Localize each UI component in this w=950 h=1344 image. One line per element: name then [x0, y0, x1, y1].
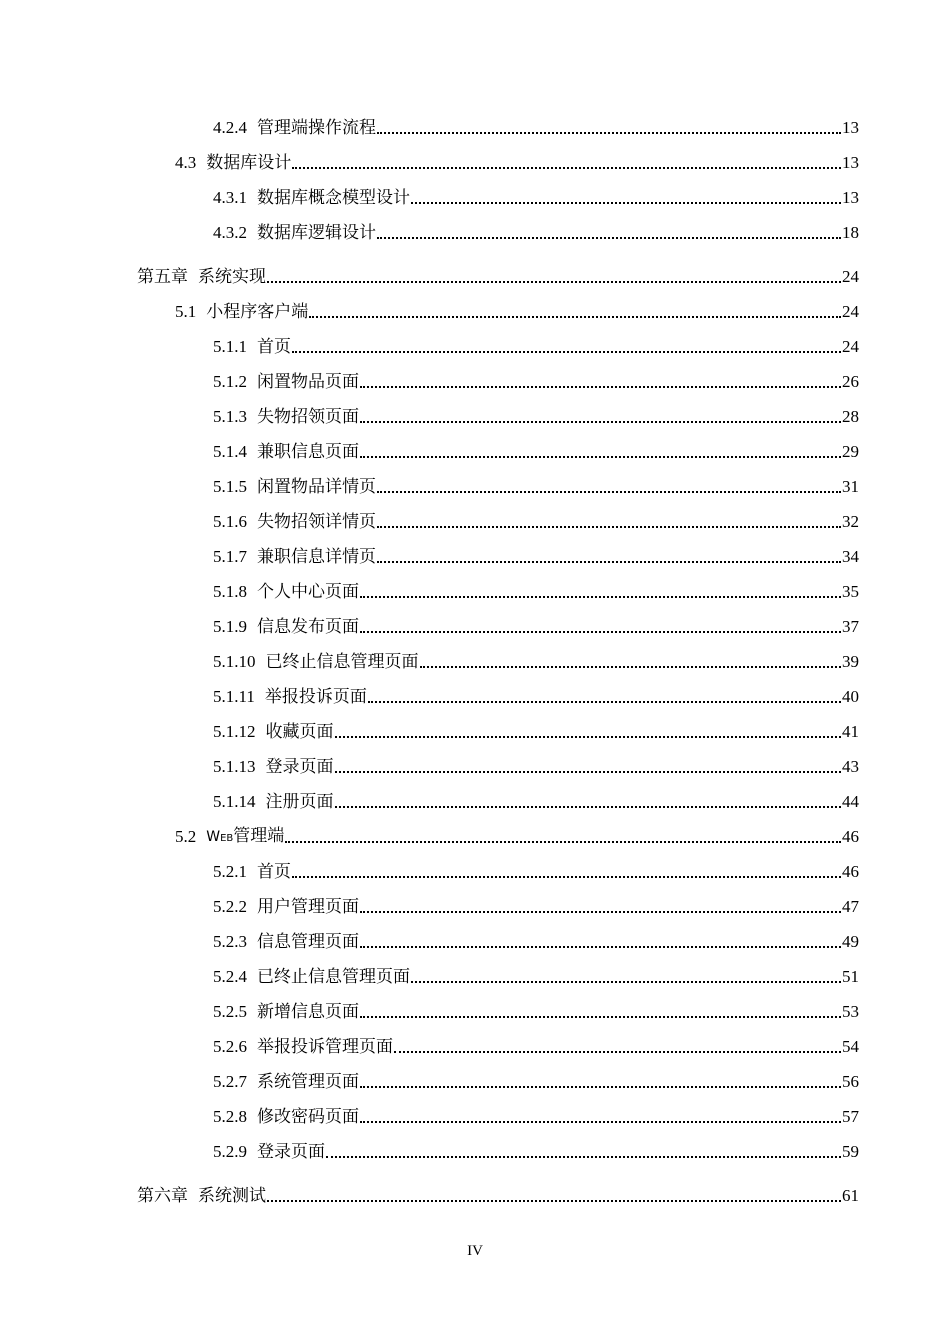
- page-number: IV: [467, 1243, 483, 1259]
- toc-entry-number: 5.2.6: [213, 1037, 247, 1056]
- toc-entry-page: 46: [842, 862, 859, 881]
- toc-entry-title: 举报投诉管理页面: [257, 1037, 393, 1056]
- toc-entry-page: 34: [842, 547, 859, 566]
- toc-entry-number: 5.1.12: [213, 722, 256, 741]
- dot-leader: [267, 281, 841, 283]
- toc-entry-page: 53: [842, 1002, 859, 1021]
- toc-entry[interactable]: [213, 1034, 859, 1058]
- dot-leader: [360, 911, 841, 913]
- dot-leader: [411, 981, 841, 983]
- dot-leader: [360, 386, 841, 388]
- toc-entry[interactable]: [213, 614, 859, 638]
- toc-entry-number: 5.1.13: [213, 757, 256, 776]
- toc-entry[interactable]: [213, 369, 859, 393]
- toc-entry[interactable]: [213, 579, 859, 603]
- toc-entry-number: 5.2.5: [213, 1002, 247, 1021]
- toc-entry[interactable]: [213, 115, 859, 139]
- toc-entry-number: 5.1: [175, 302, 197, 321]
- toc-entry-title: [206, 825, 284, 848]
- toc-entry-page: 28: [842, 407, 859, 426]
- toc-entry-page: 57: [842, 1107, 859, 1126]
- toc-entry-number: 5.1.2: [213, 372, 247, 391]
- dot-leader: [377, 491, 841, 493]
- toc-entry-number: 5.1.14: [213, 792, 256, 811]
- toc-entry-title: 兼职信息详情页: [257, 547, 376, 566]
- toc-entry[interactable]: [213, 859, 859, 883]
- toc-entry[interactable]: [213, 439, 859, 463]
- toc-entry[interactable]: [213, 789, 859, 813]
- dot-leader: [360, 1016, 841, 1018]
- toc-entry-number: 5.2.8: [213, 1107, 247, 1126]
- toc-entry-title: 已终止信息管理页面: [257, 967, 410, 986]
- dot-leader: [309, 316, 841, 318]
- toc-entry-number: 4.3.1: [213, 188, 247, 207]
- toc-entry-page: 31: [842, 477, 859, 496]
- toc-entry-page: 44: [842, 792, 859, 811]
- dot-leader: [292, 876, 841, 878]
- toc-entry-title: 系统测试: [198, 1186, 266, 1205]
- dot-leader: [292, 167, 841, 169]
- toc-entry[interactable]: [213, 894, 859, 918]
- toc-entry[interactable]: [213, 719, 859, 743]
- toc-chapter-entry[interactable]: [137, 264, 859, 288]
- toc-entry-title: 用户管理页面: [257, 897, 359, 916]
- toc-entry-number: 5.2.3: [213, 932, 247, 951]
- toc-entry[interactable]: [213, 509, 859, 533]
- toc-entry-page: 37: [842, 617, 859, 636]
- toc-entry-number: 5.1.9: [213, 617, 247, 636]
- toc-entry-page: 61: [842, 1186, 859, 1205]
- dot-leader: [360, 631, 841, 633]
- toc-entry-title: 首页: [257, 337, 291, 356]
- toc-entry-title: 系统管理页面: [257, 1072, 359, 1091]
- toc-entry-page: 39: [842, 652, 859, 671]
- dot-leader: [335, 771, 842, 773]
- dot-leader: [394, 1051, 841, 1053]
- toc-entry[interactable]: [213, 544, 859, 568]
- toc-entry[interactable]: [213, 334, 859, 358]
- toc-entry-page: 49: [842, 932, 859, 951]
- toc-entry-title: 兼职信息页面: [257, 442, 359, 461]
- dot-leader: [360, 456, 841, 458]
- toc-entry-number: 5.1.7: [213, 547, 247, 566]
- toc-entry-page: 13: [842, 188, 859, 207]
- toc-entry-title: 登录页面: [257, 1142, 325, 1161]
- toc-entry-number: 5.1.5: [213, 477, 247, 496]
- toc-entry[interactable]: [213, 404, 859, 428]
- dot-leader: [267, 1200, 841, 1202]
- dot-leader: [335, 736, 842, 738]
- toc-entry-number: 第五章: [137, 267, 188, 286]
- toc-entry-page: 40: [842, 687, 859, 706]
- toc-entry-title: 小程序客户端: [206, 302, 309, 321]
- dot-leader: [360, 596, 841, 598]
- dot-leader: [377, 561, 841, 563]
- toc-entry-title: 失物招领详情页: [257, 512, 376, 531]
- dot-leader: [360, 1086, 841, 1088]
- toc-entry-page: 24: [842, 337, 859, 356]
- toc-entry-number: 第六章: [137, 1186, 188, 1205]
- toc-entry-title: 数据库设计: [206, 153, 292, 172]
- toc-entry-page: 59: [842, 1142, 859, 1161]
- toc-entry-number: 5.1.4: [213, 442, 247, 461]
- toc-entry-title: 信息管理页面: [257, 932, 359, 951]
- toc-entry-number: 5.2: [175, 827, 197, 846]
- toc-chapter-entry[interactable]: [137, 1183, 859, 1207]
- dot-leader: [377, 132, 841, 134]
- toc-entry-title: 登录页面: [265, 757, 334, 776]
- dot-leader: [411, 202, 841, 204]
- toc-entry-title-text: 管理端: [233, 826, 285, 845]
- toc-entry-title-prefix: Web: [206, 829, 234, 845]
- toc-entry-title: 数据库概念模型设计: [257, 188, 410, 207]
- toc-entry-number: 5.1.8: [213, 582, 247, 601]
- toc-entry[interactable]: [213, 1139, 859, 1163]
- toc-entry[interactable]: [213, 929, 859, 953]
- toc-entry-title: 管理端操作流程: [257, 118, 376, 137]
- toc-entry-title: 失物招领页面: [257, 407, 359, 426]
- dot-leader: [360, 421, 841, 423]
- toc-entry-title: 首页: [257, 862, 291, 881]
- dot-leader: [360, 1121, 841, 1123]
- toc-entry-page: 47: [842, 897, 859, 916]
- toc-entry-title: 新增信息页面: [257, 1002, 359, 1021]
- toc-entry-number: 5.2.9: [213, 1142, 247, 1161]
- toc-entry-title: 个人中心页面: [257, 582, 359, 601]
- toc-entry-number: 5.2.1: [213, 862, 247, 881]
- toc-entry-number: 5.1.6: [213, 512, 247, 531]
- toc-entry-page: 13: [842, 153, 859, 172]
- dot-leader: [377, 526, 841, 528]
- toc-entry-title: 系统实现: [198, 267, 266, 286]
- toc-entry-number: 4.2.4: [213, 118, 247, 137]
- toc-entry-page: 18: [842, 223, 859, 242]
- toc-entry-page: 24: [842, 267, 859, 286]
- dot-leader: [285, 841, 841, 843]
- toc-entry-title: 修改密码页面: [257, 1107, 359, 1126]
- toc-entry-title: 闲置物品详情页: [257, 477, 376, 496]
- toc-entry-page: 56: [842, 1072, 859, 1091]
- dot-leader: [326, 1156, 841, 1158]
- page-footer: [0, 1241, 950, 1261]
- dot-leader: [335, 806, 842, 808]
- dot-leader: [360, 946, 841, 948]
- toc-entry[interactable]: [213, 684, 859, 708]
- toc-entry-number: 5.2.7: [213, 1072, 247, 1091]
- toc-entry-page: 46: [842, 827, 859, 846]
- toc-entry-title: 已终止信息管理页面: [265, 652, 419, 671]
- dot-leader: [292, 351, 841, 353]
- toc-entry-number: 5.1.10: [213, 652, 256, 671]
- toc-entry-page: 13: [842, 118, 859, 137]
- dot-leader: [377, 237, 841, 239]
- toc-entry-page: 41: [842, 722, 859, 741]
- toc-entry-page: 26: [842, 372, 859, 391]
- toc-entry[interactable]: [213, 649, 859, 673]
- toc-entry-page: 54: [842, 1037, 859, 1056]
- toc-entry-page: 24: [842, 302, 859, 321]
- toc-entry[interactable]: [213, 964, 859, 988]
- toc-entry-title: 闲置物品页面: [257, 372, 359, 391]
- toc-entry-title: 收藏页面: [265, 722, 334, 741]
- toc-entry-page: 43: [842, 757, 859, 776]
- toc-entry[interactable]: [175, 150, 859, 174]
- toc-entry[interactable]: [213, 185, 859, 209]
- toc-entry-number: 5.1.1: [213, 337, 247, 356]
- toc-entry[interactable]: [213, 999, 859, 1023]
- dot-leader: [420, 666, 842, 668]
- toc-entry[interactable]: [175, 824, 859, 848]
- toc-entry[interactable]: [213, 754, 859, 778]
- toc-entry-number: 5.2.2: [213, 897, 247, 916]
- toc-entry-page: 35: [842, 582, 859, 601]
- toc-entry-page: 51: [842, 967, 859, 986]
- toc-entry-page: 29: [842, 442, 859, 461]
- toc-entry-number: 5.1.11: [213, 687, 255, 706]
- toc-entry-title: 注册页面: [265, 792, 334, 811]
- toc-entry[interactable]: [213, 1069, 859, 1093]
- toc-entry-title: 信息发布页面: [257, 617, 359, 636]
- toc-entry-number: 5.1.3: [213, 407, 247, 426]
- toc-entry-number: 4.3: [175, 153, 197, 172]
- toc-entry-title: 数据库逻辑设计: [257, 223, 376, 242]
- toc-entry[interactable]: [213, 474, 859, 498]
- toc-entry-page: 32: [842, 512, 859, 531]
- dot-leader: [368, 701, 841, 703]
- toc-entry-number: 4.3.2: [213, 223, 247, 242]
- toc-entry-title: 举报投诉页面: [264, 687, 367, 706]
- toc-entry[interactable]: [213, 1104, 859, 1128]
- toc-entry-number: 5.2.4: [213, 967, 247, 986]
- toc-entry[interactable]: [213, 220, 859, 244]
- toc-entry[interactable]: [175, 299, 859, 323]
